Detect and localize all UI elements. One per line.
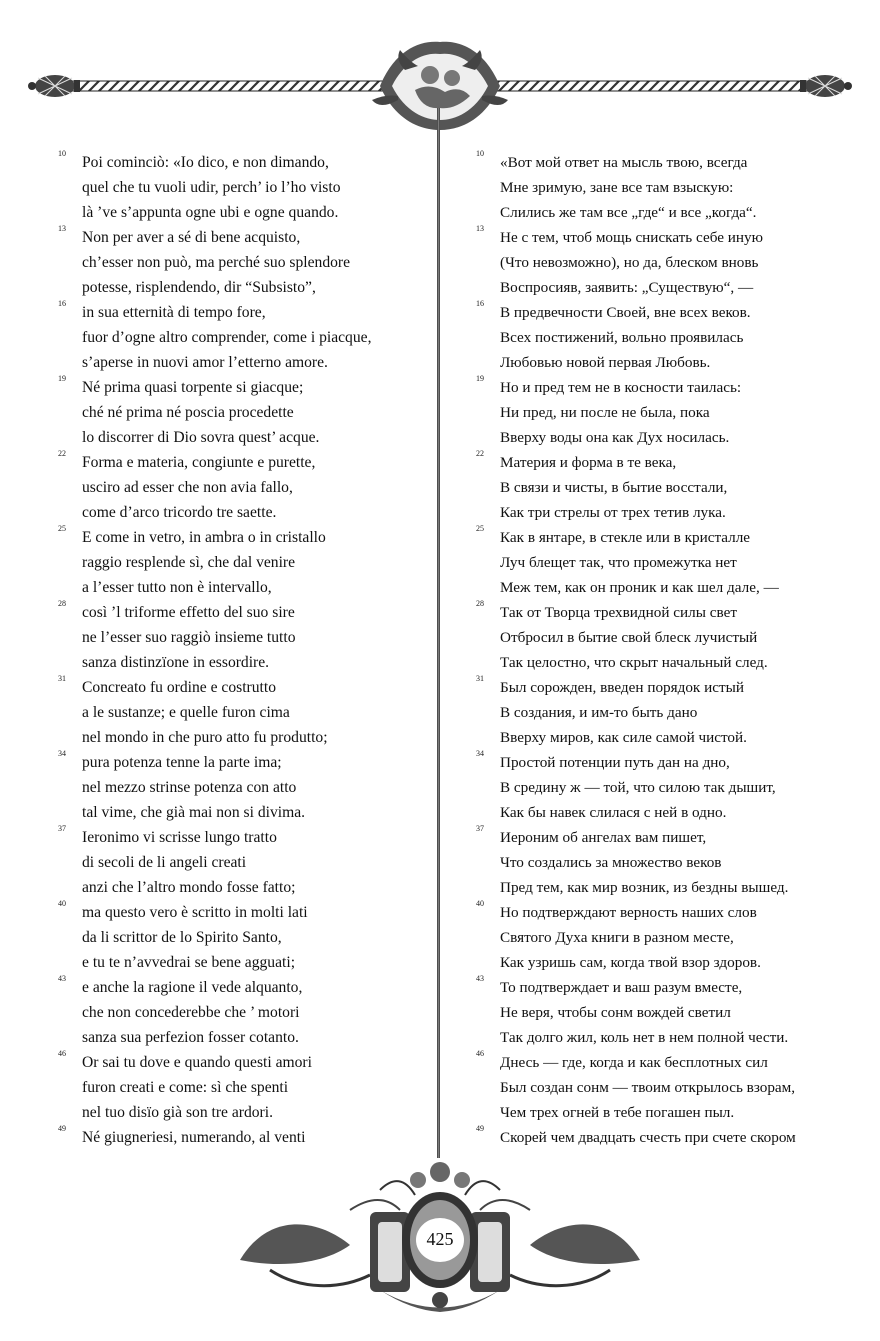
- right-finial-icon: [800, 75, 852, 97]
- verse-line: [470, 775, 860, 800]
- verse-line: [52, 900, 432, 925]
- verse-text: Concreato fu ordine e costrutto: [82, 679, 276, 696]
- verse-text: Мне зримую, зане все там взыскую:: [500, 179, 734, 196]
- verse-text: e tu te n’avvedrai se bene agguati;: [82, 954, 296, 971]
- verse-text: Так от Творца трехвидной силы свет: [500, 604, 737, 621]
- verse-text: Простой потенции путь дан на дно,: [500, 754, 730, 771]
- line-number: 40: [58, 899, 66, 908]
- verse-line: [470, 1050, 860, 1075]
- verse-text: là ’ve s’appunta ogne ubi e ogne quando.: [82, 204, 339, 221]
- verse-text: Вверху воды она как Дух носилась.: [500, 429, 730, 446]
- verse-line: [52, 425, 432, 450]
- verse-text: raggio resplende sì, che dal venire: [82, 554, 296, 571]
- verse-line: [52, 775, 432, 800]
- line-number: 16: [476, 299, 484, 308]
- verse-line: [52, 825, 432, 850]
- verse-text: a l’esser tutto non è intervallo,: [82, 579, 272, 596]
- russian-column: [470, 150, 860, 1150]
- verse-line: [52, 850, 432, 875]
- verse-text: В предвечности Своей, вне всех веков.: [500, 304, 751, 321]
- verse-text: s’aperse in nuovi amor l’etterno amore.: [82, 354, 328, 371]
- verse-text: Всех постижений, вольно проявилась: [500, 329, 744, 346]
- verse-line: [52, 575, 432, 600]
- verse-line: [470, 425, 860, 450]
- tercet: [470, 825, 860, 900]
- tercet: [52, 525, 432, 600]
- line-number: 37: [58, 824, 66, 833]
- verse-line: [470, 1025, 860, 1050]
- tercet: [470, 675, 860, 750]
- verse-line: [52, 600, 432, 625]
- verse-text: nel mondo in che puro atto fu produtto;: [82, 729, 328, 746]
- verse-text: Poi cominciò: «Io dico, e non dimando,: [82, 154, 329, 171]
- verse-text: Вверху миров, как силе самой чистой.: [500, 729, 747, 746]
- verse-text: Ieronimo vi scrisse lungo tratto: [82, 829, 277, 846]
- verse-line: [470, 1000, 860, 1025]
- verse-line: [470, 525, 860, 550]
- verse-text: Был сорожден, введен порядок истый: [500, 679, 744, 696]
- tercet: [470, 375, 860, 450]
- verse-line: [470, 325, 860, 350]
- verse-text: Но подтверждают верность наших слов: [500, 904, 757, 921]
- verse-line: [52, 1075, 432, 1100]
- line-number: 10: [58, 149, 66, 158]
- verse-line: [470, 625, 860, 650]
- verse-text: Святого Духа книги в разном месте,: [500, 929, 734, 946]
- verse-line: [470, 900, 860, 925]
- verse-text: di secoli de li angeli creati: [82, 854, 247, 871]
- verse-text: Чем трех огней в тебе погашен пыл.: [500, 1104, 735, 1121]
- verse-line: [470, 275, 860, 300]
- tercet: [470, 525, 860, 600]
- verse-text: Что создались за множество веков: [500, 854, 722, 871]
- verse-line: [470, 300, 860, 325]
- italian-column: [52, 150, 432, 1150]
- tercet: [52, 750, 432, 825]
- line-number: 22: [58, 449, 66, 458]
- verse-line: [52, 650, 432, 675]
- verse-line: [52, 350, 432, 375]
- cherub-medallion-icon: [372, 42, 508, 130]
- verse-text: Пред тем, как мир возник, из бездны вышед.: [500, 879, 789, 896]
- verse-text: potesse, risplendendo, dir “Subsisto”,: [82, 279, 316, 296]
- verse-text: Né prima quasi torpente si giacque;: [82, 379, 304, 396]
- verse-text: Но и пред тем не в косности таилась:: [500, 379, 742, 396]
- verse-line: [470, 575, 860, 600]
- verse-line: [470, 950, 860, 975]
- verse-text: furon creati e come: sì che spenti: [82, 1079, 289, 1096]
- line-number: 13: [476, 224, 484, 233]
- verse-text: Как бы навек слилася с ней в одно.: [500, 804, 727, 821]
- tercet: [52, 900, 432, 975]
- verse-text: Or sai tu dove e quando questi amori: [82, 1054, 312, 1071]
- verse-line: [52, 175, 432, 200]
- verse-line: [52, 975, 432, 1000]
- verse-line: [52, 525, 432, 550]
- verse-text: fuor d’ogne altro comprender, come i piacque,: [82, 329, 372, 346]
- verse-line: [470, 1100, 860, 1125]
- line-number: 46: [58, 1049, 66, 1058]
- verse-text: tal vime, che già mai non si divima.: [82, 804, 306, 821]
- verse-line: [470, 400, 860, 425]
- verse-line: [470, 975, 860, 1000]
- verse-text: Non per aver a sé di bene acquisto,: [82, 229, 301, 246]
- verse-text: Луч блещет так, что промежутка нет: [500, 554, 737, 571]
- line-number: 13: [58, 224, 66, 233]
- verse-text: То подтверждает и ваш разум вместе,: [500, 979, 743, 996]
- tercet: [52, 1050, 432, 1125]
- verse-line: [470, 450, 860, 475]
- verse-line: [52, 800, 432, 825]
- verse-line: [470, 225, 860, 250]
- line-number: 25: [476, 524, 484, 533]
- verse-line: [52, 1050, 432, 1075]
- verse-line: [470, 650, 860, 675]
- verse-text: pura potenza tenne la parte ima;: [82, 754, 282, 771]
- verse-text: ché né prima né poscia procedette: [82, 404, 294, 421]
- verse-line: [52, 1125, 432, 1150]
- verse-text: sanza sua perfezion fosser cotanto.: [82, 1029, 299, 1046]
- verse-line: [52, 150, 432, 175]
- verse-text: Как в янтаре, в стекле или в кристалле: [500, 529, 751, 546]
- tercet: [52, 675, 432, 750]
- verse-text: Слились же там все „где“ и все „когда“.: [500, 204, 757, 221]
- verse-line: [470, 550, 860, 575]
- verse-text: nel tuo disïo già son tre ardori.: [82, 1104, 273, 1121]
- verse-text: come d’arco tricordo tre saette.: [82, 504, 277, 521]
- verse-text: anzi che l’altro mondo fosse fatto;: [82, 879, 296, 896]
- verse-line: [52, 250, 432, 275]
- verse-text: nel mezzo strinse potenza con atto: [82, 779, 297, 796]
- verse-text: Днесь — где, когда и как бесплотных сил: [500, 1054, 768, 1071]
- line-number: 46: [476, 1049, 484, 1058]
- verse-line: [52, 625, 432, 650]
- verse-line: [52, 275, 432, 300]
- verse-text: ma questo vero è scritto in molti lati: [82, 904, 308, 921]
- verse-line: [470, 600, 860, 625]
- verse-line: [470, 375, 860, 400]
- line-number: 28: [476, 599, 484, 608]
- verse-line: [52, 725, 432, 750]
- verse-text: Воспросияв, заявить: „Существую“, —: [500, 279, 754, 296]
- verse-text: quel che tu vuoli udir, perch’ io l’ho visto: [82, 179, 341, 196]
- line-number: 31: [476, 674, 484, 683]
- tercet: [52, 600, 432, 675]
- line-number: 31: [58, 674, 66, 683]
- verse-text: Не с тем, чтоб мощь снискать себе иную: [500, 229, 763, 246]
- tercet: [470, 1050, 860, 1125]
- verse-line: [52, 700, 432, 725]
- verse-text: Скорей чем двадцать счесть при счете скором: [500, 1129, 796, 1146]
- verse-text: В создания, и им-то быть дано: [500, 704, 698, 721]
- verse-line: [470, 875, 860, 900]
- left-finial-icon: [28, 75, 80, 97]
- page-number: 425: [418, 1225, 462, 1253]
- tercet: [52, 450, 432, 525]
- tercet: [470, 975, 860, 1050]
- tercet: [470, 150, 860, 225]
- tercet: [470, 1125, 860, 1150]
- verse-line: [470, 675, 860, 700]
- verse-line: [52, 875, 432, 900]
- verse-line: [52, 225, 432, 250]
- verse-line: [470, 725, 860, 750]
- tercet: [52, 300, 432, 375]
- verse-line: [52, 200, 432, 225]
- line-number: 19: [476, 374, 484, 383]
- verse-line: [52, 375, 432, 400]
- verse-text: Né giugneriesi, numerando, al venti: [82, 1129, 306, 1146]
- verse-text: Был создан сонм — твоим открылось взорам,: [500, 1079, 796, 1096]
- verse-text: Материя и форма в те века,: [500, 454, 677, 471]
- verse-text: ch’esser non può, ma perché suo splendore: [82, 254, 351, 271]
- verse-text: Любовью новой первая Любовь.: [500, 354, 711, 371]
- verse-text: Ни пред, ни после не была, пока: [500, 404, 710, 421]
- tercet: [52, 1125, 432, 1150]
- verse-line: [470, 1075, 860, 1100]
- tercet: [470, 900, 860, 975]
- verse-text: Иероним об ангелах вам пишет,: [500, 829, 707, 846]
- tercet: [470, 450, 860, 525]
- verse-text: Не веря, чтобы сонм вождей светил: [500, 1004, 731, 1021]
- line-number: 43: [476, 974, 484, 983]
- line-number: 40: [476, 899, 484, 908]
- verse-line: [470, 750, 860, 775]
- verse-text: così ’l triforme effetto del suo sire: [82, 604, 295, 621]
- verse-text: Так целостно, что скрыт начальный след.: [500, 654, 768, 671]
- line-number: 49: [476, 1124, 484, 1133]
- verse-line: [52, 500, 432, 525]
- verse-line: [52, 925, 432, 950]
- verse-text: sanza distinzïone in essordire.: [82, 654, 270, 671]
- verse-line: [470, 475, 860, 500]
- line-number: 34: [58, 749, 66, 758]
- line-number: 22: [476, 449, 484, 458]
- verse-text: E come in vetro, in ambra o in cristallo: [82, 529, 326, 546]
- verse-text: Как узришь сам, когда твой взор здоров.: [500, 954, 761, 971]
- line-number: 43: [58, 974, 66, 983]
- verse-text: (Что невозможно), но да, блеском вновь: [500, 254, 759, 271]
- verse-text: che non concederebbe che ’ motori: [82, 1004, 300, 1021]
- verse-line: [470, 350, 860, 375]
- verse-line: [52, 675, 432, 700]
- tercet: [470, 225, 860, 300]
- verse-line: [52, 1025, 432, 1050]
- line-number: 10: [476, 149, 484, 158]
- verse-line: [52, 1100, 432, 1125]
- tercet: [52, 225, 432, 300]
- verse-line: [470, 200, 860, 225]
- verse-line: [52, 950, 432, 975]
- tercet: [470, 750, 860, 825]
- tercet: [470, 300, 860, 375]
- line-number: 25: [58, 524, 66, 533]
- verse-text: Отбросил в бытие свой блеск лучистый: [500, 629, 758, 646]
- line-number: 16: [58, 299, 66, 308]
- header-ornament: [0, 30, 880, 140]
- line-number: 34: [476, 749, 484, 758]
- verse-line: [470, 500, 860, 525]
- verse-text: «Вот мой ответ на мысль твою, всегда: [500, 154, 748, 171]
- line-number: 37: [476, 824, 484, 833]
- verse-text: e anche la ragione il vede alquanto,: [82, 979, 303, 996]
- tercet: [52, 975, 432, 1050]
- column-divider: [437, 108, 440, 1158]
- tercet: [470, 600, 860, 675]
- verse-text: usciro ad esser che non avia fallo,: [82, 479, 293, 496]
- verse-text: В средину ж — той, что силою так дышит,: [500, 779, 776, 796]
- verse-text: ne l’esser suo raggiò insieme tutto: [82, 629, 296, 646]
- tercet: [52, 375, 432, 450]
- verse-line: [52, 1000, 432, 1025]
- verse-text: in sua etternità di tempo fore,: [82, 304, 266, 321]
- verse-line: [470, 825, 860, 850]
- verse-line: [52, 450, 432, 475]
- verse-text: Меж тем, как он проник и как шел дале, —: [500, 579, 779, 596]
- verse-line: [470, 925, 860, 950]
- verse-text: Forma e materia, congiunte e purette,: [82, 454, 316, 471]
- verse-text: Так долго жил, коль нет в нем полной чести.: [500, 1029, 789, 1046]
- verse-line: [470, 700, 860, 725]
- verse-line: [52, 325, 432, 350]
- verse-line: [52, 550, 432, 575]
- verse-line: [470, 850, 860, 875]
- verse-line: [470, 175, 860, 200]
- verse-text: da li scrittor de lo Spirito Santo,: [82, 929, 282, 946]
- verse-line: [52, 300, 432, 325]
- verse-line: [470, 250, 860, 275]
- verse-line: [52, 475, 432, 500]
- verse-text: Как три стрелы от трех тетив лука.: [500, 504, 726, 521]
- line-number: 28: [58, 599, 66, 608]
- verse-text: В связи и чисты, в бытие восстали,: [500, 479, 728, 496]
- line-number: 49: [58, 1124, 66, 1133]
- verse-line: [470, 800, 860, 825]
- tercet: [52, 825, 432, 900]
- line-number: 19: [58, 374, 66, 383]
- verse-line: [470, 1125, 860, 1150]
- verse-line: [52, 750, 432, 775]
- verse-line: [470, 150, 860, 175]
- tercet: [52, 150, 432, 225]
- verse-text: lo discorrer di Dio sovra quest’ acque.: [82, 429, 320, 446]
- verse-line: [52, 400, 432, 425]
- verse-text: a le sustanze; e quelle furon cima: [82, 704, 290, 721]
